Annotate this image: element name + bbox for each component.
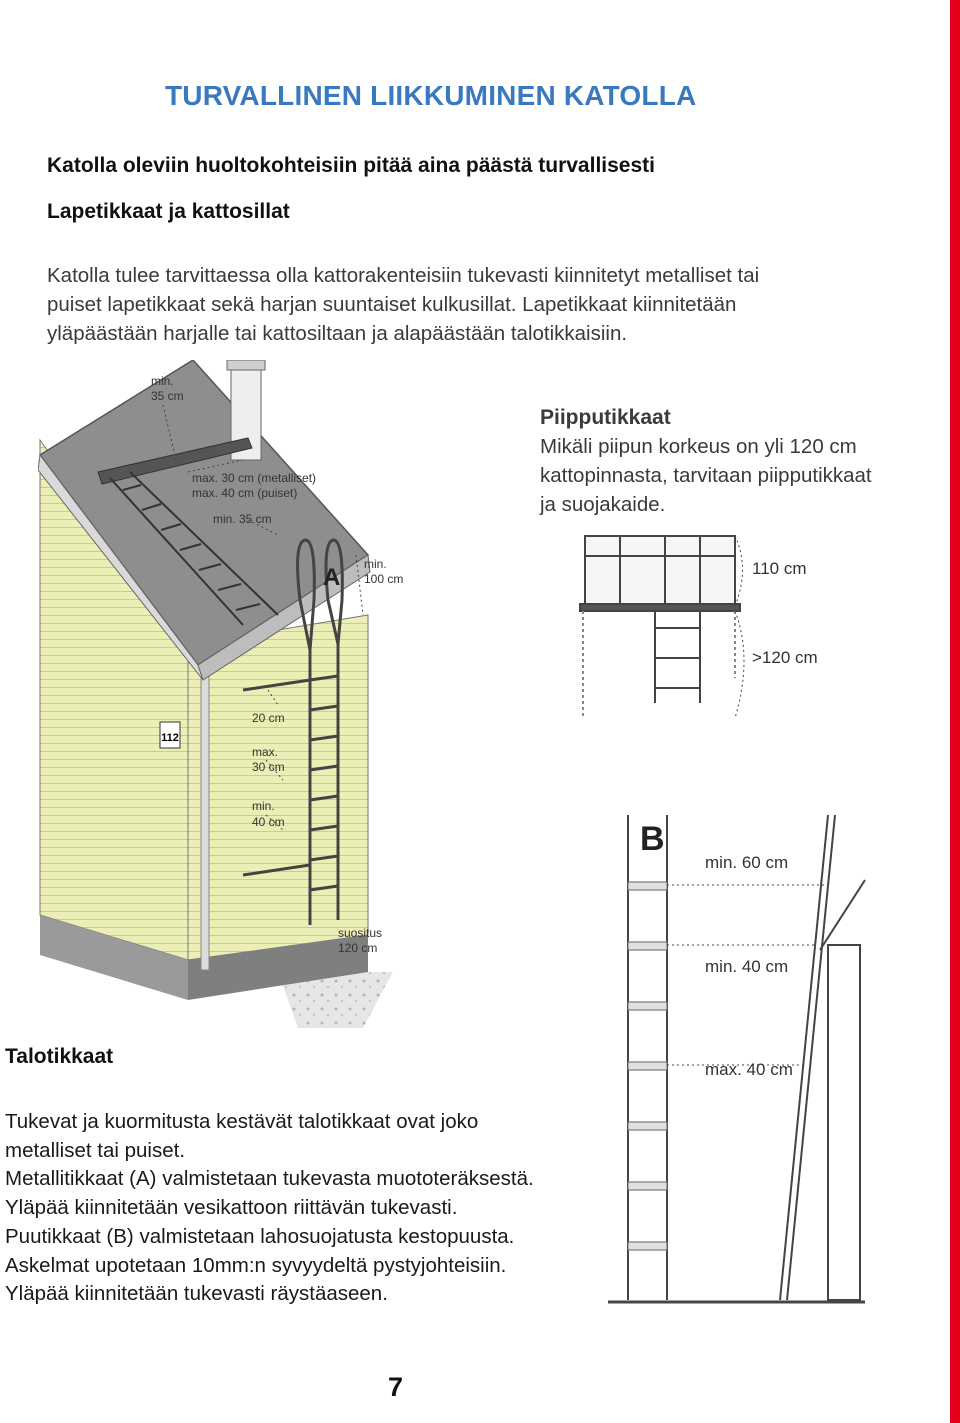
piipputikkaat-title: Piipputikkaat — [540, 406, 671, 429]
talotikkaat-line: metalliset tai puiset. — [5, 1138, 186, 1162]
label-min-100-1: min. — [364, 557, 387, 571]
label-suositus-2: 120 cm — [338, 941, 378, 955]
label-20cm: 20 cm — [252, 711, 285, 725]
talotikkaat-line: Tukevat ja kuormitusta kestävät talotikkaat ovat joko — [5, 1110, 479, 1133]
intro-paragraph — [47, 261, 759, 348]
label-max30-2: 30 cm — [252, 760, 285, 774]
label-min40-2: 40 cm — [252, 815, 285, 829]
label-min-35-top-2: 35 cm — [151, 389, 184, 403]
house-number: 112 — [161, 732, 179, 744]
label-max-metal: max. 30 cm (metalliset) — [192, 471, 317, 485]
piipputikkaat-line: ja suojakaide. — [540, 493, 666, 516]
piipputikkaat-line: Mikäli piipun korkeus on yli 120 cm — [540, 435, 857, 458]
label-max-wood: max. 40 cm (puiset) — [192, 486, 298, 500]
chimney-cap — [227, 360, 265, 370]
talotikkaat-line: Puutikkaat (B) valmistetaan lahosuojatusta kestopuusta. — [5, 1224, 515, 1248]
label-min-35-top-1: min. — [151, 374, 174, 388]
intro-line: puiset lapetikkaat sekä harjan suuntaiset kulkusillat. Lapetikkaat kiinnitetään — [47, 293, 737, 316]
label-min60: min. 60 cm — [705, 853, 789, 872]
subtitle: Katolla oleviin huoltokohteisiin pitää aina päästä turvallisesti — [47, 154, 655, 177]
downpipe — [201, 660, 209, 970]
chimney-ladder-diagram — [575, 528, 835, 733]
intro-line: yläpäästään harjalle tai kattosiltaan ja alapäästään talotikkaisiin. — [47, 322, 628, 345]
talotikkaat-line: Yläpää kiinnitetään vesikattoon riittävän tukevasti. — [5, 1196, 458, 1220]
piipputikkaat-line: kattopinnasta, tarvitaan piipputikkaat — [540, 464, 872, 487]
label-110cm: 110 cm — [752, 559, 807, 578]
label-max30-1: max. — [252, 745, 279, 759]
label-b: B — [640, 820, 665, 858]
house-ladder-diagram-a — [38, 360, 438, 1030]
talotikkaat-title: Talotikkaat — [5, 1045, 114, 1068]
chimney-measure-lines — [735, 536, 744, 718]
front-view-ladder — [628, 815, 667, 1300]
label-min40: min. 40 cm — [705, 957, 789, 976]
page-number: 7 — [388, 1372, 404, 1402]
talotikkaat-line: Yläpää kiinnitetään tukevasti räystäaseen. — [5, 1282, 388, 1306]
label-a: A — [323, 564, 341, 591]
intro-line: Katolla tulee tarvittaessa olla kattorakenteisiin tukevasti kiinnitetyt metalliset tai — [47, 264, 760, 287]
page-title: TURVALLINEN LIIKKUMINEN KATOLLA — [165, 80, 697, 111]
piipputikkaat-block — [540, 403, 940, 519]
chimney-platform-railing — [585, 536, 735, 606]
chimney-ladder — [655, 611, 700, 703]
talotikkaat-line: Askelmat upotetaan 10mm:n syvyydeltä pystyjohteisiin. — [5, 1253, 507, 1277]
talotikkaat-line: Metallitikkaat (A) valmistetaan tukevasta muototeräksestä. — [5, 1167, 534, 1191]
chimney-platform — [580, 604, 740, 611]
label-min-100-2: 100 cm — [364, 572, 404, 586]
label-min-35: min. 35 cm — [213, 512, 272, 526]
talotikkaat-body — [5, 1108, 534, 1309]
label-max40: max. 40 cm — [705, 1060, 793, 1079]
label-min40-1: min. — [252, 799, 275, 813]
label-suositus-1: suositus — [338, 926, 383, 940]
section-heading: Lapetikkaat ja kattosillat — [47, 200, 290, 223]
red-edge-bar — [950, 0, 960, 1423]
wooden-ladder-diagram-b — [600, 810, 870, 1310]
label-120cm: >120 cm — [752, 648, 818, 667]
